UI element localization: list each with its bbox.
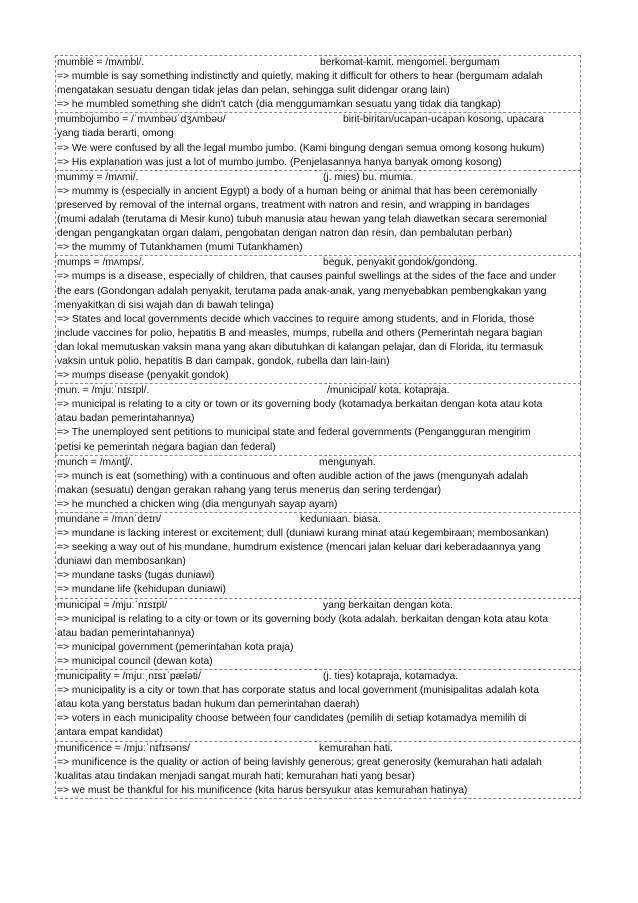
entry-line: => States and local governments decide which vaccines to require among students, and in Florida, those [57, 313, 535, 325]
entry-line: atau badan pemerintahannya) [57, 627, 195, 639]
entry-headline [57, 384, 579, 398]
entry-headline [57, 599, 579, 613]
entry-line: atau kota yang berstatus badan hukum dan pemerintahan daerah) [57, 699, 360, 711]
entry-headline [57, 256, 579, 270]
entry-meaning: keduniaan. biasa. [300, 514, 381, 525]
dictionary-entry [55, 669, 581, 740]
entry-line: => munificence is the quality or action of being lavishly generous; great generosity (kemurahan hati adalah [57, 756, 542, 768]
entry-line: duniawi dan membosankan) [57, 556, 186, 568]
dictionary-entry [55, 598, 581, 669]
dictionary-entry [55, 512, 581, 598]
entry-term: munch = /mʌntʃ/. [57, 456, 133, 468]
entry-meaning: (j. ties) kotapraja, kotamadya. [323, 671, 459, 683]
entry-line: => His explanation was just a lot of mumbo jumbo. (Penjelasannya hanya banyak omong kosong) [57, 156, 502, 168]
entry-line: => mumps disease (penyakit gondok) [57, 370, 229, 382]
entry-meaning: yang berkaitan dengan kota. [323, 599, 453, 611]
entry-line: dan lokal memutuskan vaksin mana yang akan dibutuhkan di kalangan pelajar, dan di Florida, itu termasuk [57, 341, 543, 353]
dictionary-entry [55, 383, 581, 454]
entry-line: the ears (Gondongan adalah penyakit, terutama pada anak-anak, yang menyebabkan pembengkakan yang [57, 285, 547, 297]
entry-line: => mummy is (especially in ancient Egypt) a body of a human being or animal that has been ceremonially [57, 185, 538, 197]
entry-line: (mumi adalah (terutama di Mesir kuno) tubuh manusia atau hewan yang telah diawetkan secara seremonial [57, 214, 547, 226]
entry-line: => he mumbled something she didn't catch (dia menggumamkan sesuatu yang tidak dia tangkap) [57, 99, 501, 111]
entry-line: atau badan pemerintahannya) [57, 413, 195, 425]
entry-headline [57, 171, 579, 185]
entry-term: munificence = /mjuːˈnɪfɪsəns/ [57, 742, 190, 754]
entry-line: => voters in each municipality choose between four candidates (pemilih di setiap kotamadya memilih di [57, 713, 527, 725]
entry-headline [57, 742, 579, 756]
entry-headline [57, 56, 579, 70]
entry-line: => mumble is say something indistinctly and quietly, making it difficult for others to hear (bergumam adalah [57, 71, 543, 83]
dictionary-page [55, 55, 581, 799]
dictionary-entry [55, 112, 581, 169]
entry-term: municipal = /mjuːˈnɪsɪpl/ [57, 599, 168, 611]
entry-meaning: berkomat-kamit. mengomel. bergumam [320, 57, 500, 68]
entry-headline [57, 513, 579, 527]
entry-line: => The unemployed sent petitions to municipal state and federal governments (Pengangguran mengirim [57, 427, 531, 439]
dictionary-entry [55, 55, 581, 112]
entry-meaning: /municipal/ kota, kotapraja. [327, 385, 450, 397]
entry-term: mumps = /mʌmps/. [57, 257, 145, 269]
entry-term: mundane = /mʌnˈdeɪn/ [57, 514, 162, 525]
entry-line: petisi ke pemerintah negara bagian dan federal) [57, 441, 276, 453]
entry-line: yang tiada berarti, omong [57, 128, 174, 140]
entry-line: => mundane tasks (tugas duniawi) [57, 570, 215, 582]
entry-line: => municipality is a city or town that has corporate status and local government (munisipalitas adalah kota [57, 685, 539, 697]
entry-meaning: kemurahan hati. [319, 742, 393, 754]
dictionary-entry [55, 170, 581, 256]
entry-line: => municipal government (pemerintahan kota praja) [57, 641, 294, 653]
entry-line: => the mummy of Tutankhamen (mumi Tutankhamen) [57, 242, 303, 254]
entry-line: kualitas atau tindakan menjadi sangat murah hati; kemurahan hati yang besar) [57, 770, 415, 782]
entry-line: => municipal is relating to a city or town or its governing body (kota adalah. berkaitan dengan kota atau kota [57, 613, 549, 625]
entry-line: => mundane life (kehidupan duniawi) [57, 584, 226, 596]
entry-line: => munch is eat (something) with a continuous and often audible action of the jaws (mengunyah adalah [57, 470, 529, 482]
entry-line: => municipal is relating to a city or town or its governing body (kotamadya berkaitan dengan kota atau kota [57, 399, 543, 411]
dictionary-entry [55, 255, 581, 383]
entry-line: => we must be thankful for his munificence (kita harus bersyukur atas kemurahan hatinya) [57, 784, 468, 796]
entry-term: municipality = /mjuːˌnɪsɪˈpæləti/ [57, 671, 201, 683]
entry-line: => mumps is a disease, especially of children, that causes painful swellings at the sides of the face and under [57, 271, 557, 283]
entry-headline [57, 670, 579, 684]
entry-headline [57, 113, 579, 127]
entry-line: => mundane is lacking interest or excitement; dull (duniawi kurang minat atau kegembiraan; membosankan) [57, 528, 549, 540]
entry-line: vaksin untuk polio, hepatitis B dan campak, gondok, rubella dan lain-lain) [57, 355, 390, 367]
entry-meaning: beguk, penyakit gondok/gondong. [323, 257, 478, 269]
entry-line: menyakitkan di sisi wajah dan di bawah telinga) [57, 299, 274, 311]
entry-line: => We were confused by all the legal mumbo jumbo. (Kami bingung dengan semua omong kosong hukum) [57, 142, 545, 154]
entry-meaning: mengunyah. [319, 456, 376, 468]
entry-line: makan (sesuatu) dengan gerakan rahang yang terus menerus dan sering terdengar) [57, 484, 442, 496]
entry-term: mumble = /mʌmbl/. [57, 57, 145, 68]
entry-line: dengan pengangkatan organ dalam, pengobatan dengan natron dan resin, dan pembalutan perban) [57, 228, 513, 240]
entry-meaning: (j. mies) bu. mumia. [323, 171, 414, 183]
entry-headline [57, 456, 579, 470]
entry-line: => he munched a chicken wing (dia mengunyah sayap ayam) [57, 498, 338, 510]
entry-term: mumbojumbo = /ˈmʌmbəʊˈdʒʌmbəʊ/ [57, 114, 226, 126]
entry-line: antara empat kandidat) [57, 727, 163, 739]
entry-line: mengatakan sesuatu dengan tidak jelas dan pelan, sehingga sulit didengar orang lain) [57, 85, 450, 97]
entry-meaning: birit-biritan/ucapan-ucapan kosong, upacara [343, 114, 544, 126]
dictionary-entry [55, 455, 581, 512]
dictionary-entry [55, 741, 581, 799]
entry-line: => municipal council (dewan kota) [57, 655, 213, 667]
entry-term: mummy = /mʌmi/. [57, 171, 139, 183]
entry-line: preserved by removal of the internal organs, treatment with natron and resin, and wrapping in bandages [57, 199, 530, 211]
entry-line: include vaccines for polio, hepatitis B and measles, mumps, rubella and others (Pemerintah negara bagian [57, 327, 543, 339]
entry-line: => seeking a way out of his mundane, humdrum existence (mencari jalan keluar dari keberadaannya yang [57, 542, 541, 554]
entry-term: mun. = /mjuːˈnɪsɪpl/. [57, 385, 150, 397]
